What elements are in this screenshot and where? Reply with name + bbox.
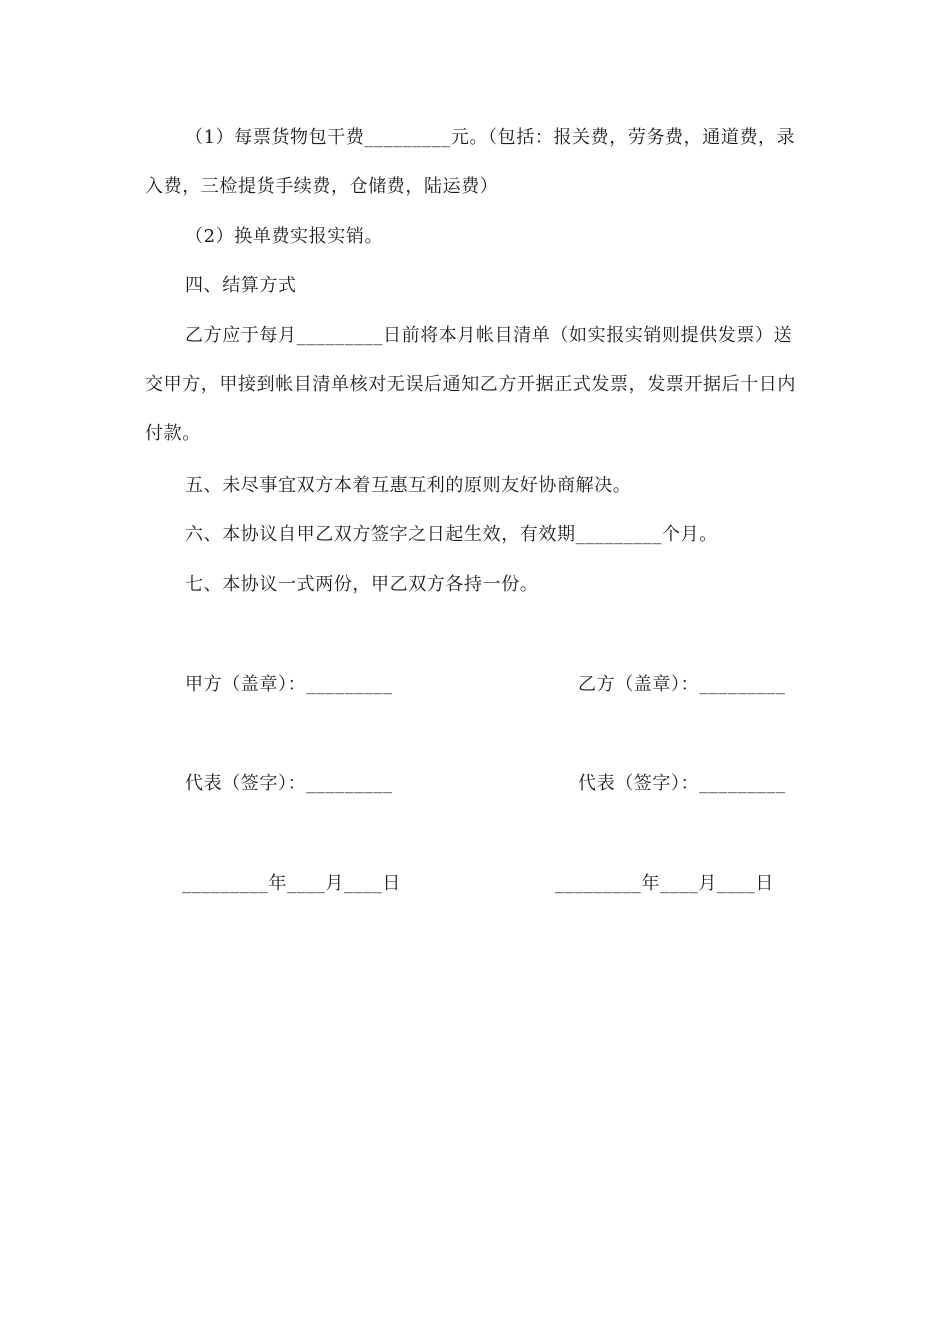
clause-settlement-method: 乙方应于每月_________日前将本月帐目清单（如实报实销则提供发票）送交甲方，甲接到帐目清单核对无误后通知乙方开据正式发票，发票开据后十日内付款。 bbox=[145, 325, 796, 444]
party-a-date-line: _________年____月____日 bbox=[182, 873, 401, 894]
party-a-seal-line: 甲方（盖章）：_________ bbox=[185, 674, 393, 695]
clause-exchange-fee: （2）换单费实报实销。 bbox=[185, 226, 384, 247]
party-b-seal-line: 乙方（盖章）：_________ bbox=[578, 674, 786, 695]
clause-unresolved-matters: 五、未尽事宜双方本着互惠互利的原则友好协商解决。 bbox=[185, 475, 632, 496]
section-heading-settlement: 四、结算方式 bbox=[185, 275, 297, 296]
party-b-date-line: _________年____月____日 bbox=[555, 873, 774, 894]
clause-effective-period: 六、本协议自甲乙双方签字之日起生效，有效期_________个月。 bbox=[185, 524, 718, 545]
clause-fee-package: （1）每票货物包干费_________元。（包括：报关费，劳务费，通道费，录入费，三检提货手续费，仓储费，陆运费） bbox=[145, 127, 796, 197]
clause-copies: 七、本协议一式两份，甲乙双方各持一份。 bbox=[185, 574, 539, 595]
party-b-representative-line: 代表（签字）：_________ bbox=[578, 773, 786, 794]
party-a-representative-line: 代表（签字）：_________ bbox=[185, 773, 393, 794]
